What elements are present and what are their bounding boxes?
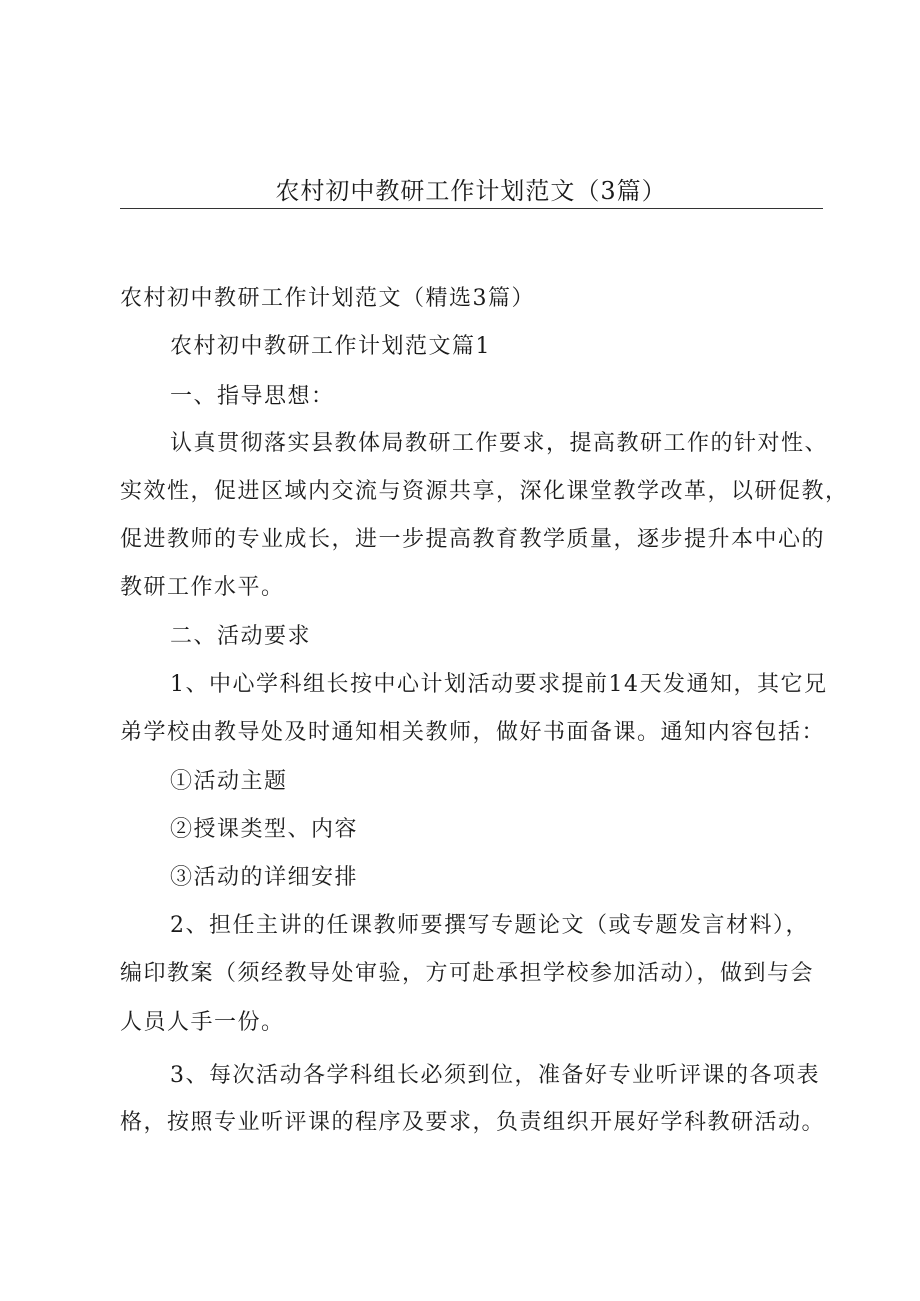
- title-underline: [120, 208, 823, 209]
- paragraph-line: 1、中心学科组长按中心计划活动要求提前14天发通知，其它兄: [170, 672, 828, 697]
- paragraph-line: 3、每次活动各学科组长必须到位，准备好专业听评课的各项表: [170, 1063, 820, 1088]
- list-item: ③活动的详细安排: [170, 865, 359, 890]
- paragraph-line: 格，按照专业听评课的程序及要求，负责组织开展好学科教研活动。: [120, 1110, 826, 1135]
- list-item: ①活动主题: [170, 769, 288, 794]
- paragraph-line: 实效性，促进区域内交流与资源共享，深化课堂教学改革，以研促教，: [120, 479, 849, 504]
- paragraph-line: 编印教案（须经教导处审验，方可赴承担学校参加活动），做到与会: [120, 961, 815, 986]
- paragraph-line: 认真贯彻落实县教体局教研工作要求，提高教研工作的针对性、: [170, 431, 829, 456]
- paragraph-line: 教研工作水平。: [120, 575, 285, 600]
- paragraph-line: 人员人手一份。: [120, 1010, 285, 1035]
- paragraph-line: 2、担任主讲的任课教师要撰写专题论文（或专题发言材料），: [170, 913, 809, 938]
- list-item: ②授课类型、内容: [170, 817, 359, 842]
- paragraph-line: 促进教师的专业成长，进一步提高教育教学质量，逐步提升本中心的: [120, 527, 826, 552]
- section-heading: 农村初中教研工作计划范文篇1: [170, 334, 491, 359]
- document-title: 农村初中教研工作计划范文（3篇）: [275, 177, 667, 205]
- heading-activity-requirements: 二、活动要求: [170, 624, 312, 649]
- heading-guiding-thought: 一、指导思想：: [170, 384, 335, 409]
- paragraph-line: 弟学校由教导处及时通知相关教师，做好书面备课。通知内容包括：: [120, 720, 826, 745]
- subtitle-line: 农村初中教研工作计划范文（精选3篇）: [120, 286, 535, 311]
